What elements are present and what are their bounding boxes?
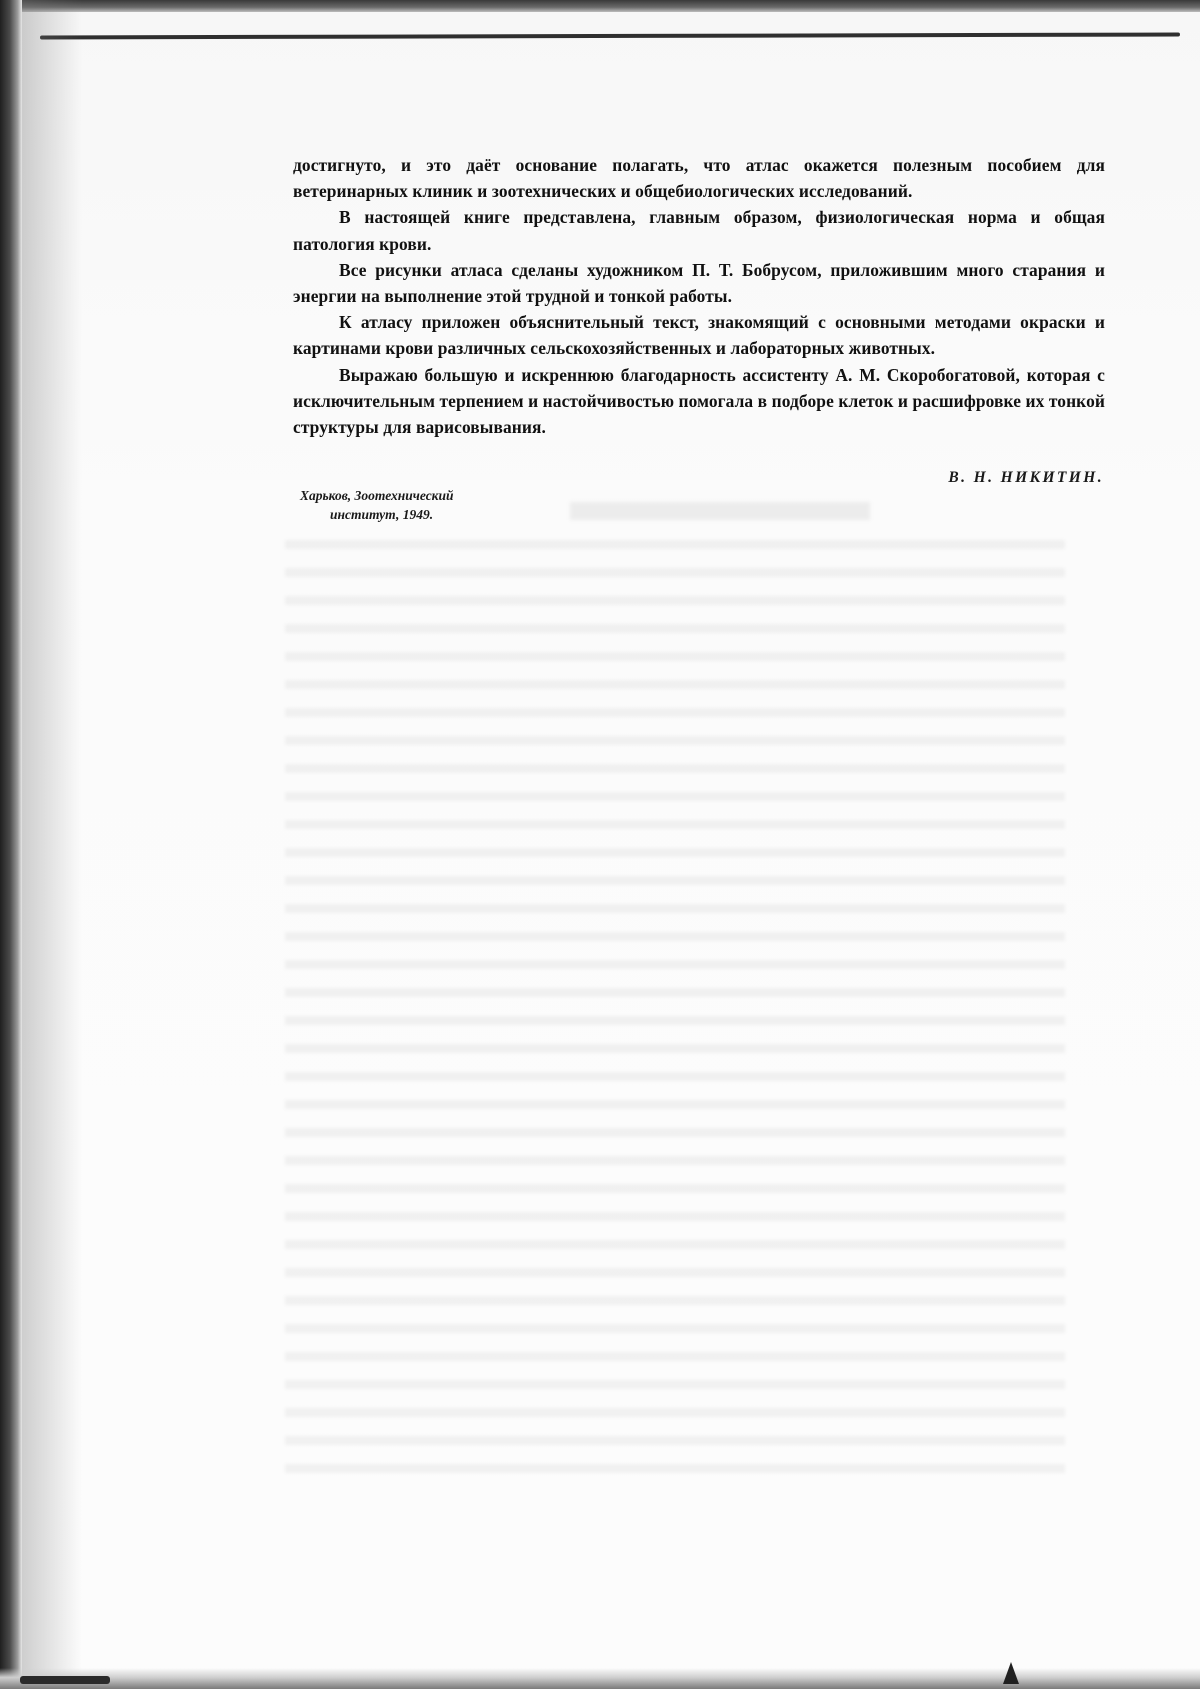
paragraph-4: К атласу приложен объяснительный текст, знакомящий с основными методами окраски и картинами крови различных сельскохозяйственных и лабораторных животных. [293, 312, 1105, 359]
body-text [293, 152, 1105, 440]
author-signature: В. Н. НИКИТИН. [948, 469, 1104, 486]
scan-top-edge [0, 0, 1200, 12]
scan-bottom-mark-left [20, 1676, 110, 1684]
paragraph-1: достигнуто, и это даёт основание полагать, что атлас окажется полезным пособием для ветеринарных клиник и зоотехнических и общебиологических исследований. [293, 155, 1105, 202]
place-date [300, 486, 454, 524]
scan-top-line [40, 33, 1180, 40]
place-line: Харьков, Зоотехнический [300, 488, 454, 503]
scan-left-edge [0, 0, 22, 1689]
paragraph-5: Выражаю большую и искреннюю благодарность ассистенту А. М. Скоробогатовой, которая с исключительным терпением и настойчивостью помогала в подборе клеток и расшифровке их тонкой структуры для варисовывания. [293, 364, 1105, 438]
scan-left-shadow [22, 0, 82, 1689]
bleed-through-text [285, 540, 1065, 1480]
paragraph-3: Все рисунки атласа сделаны художником П. Т. Бобрусом, приложившим много старания и энергии на выполнение этой трудной и тонкой работы. [293, 259, 1105, 307]
scan-bottom-edge [0, 1668, 1200, 1689]
bleed-through-title [570, 502, 870, 520]
institute-date-line: институт, 1949. [330, 507, 434, 522]
paragraph-2: В настоящей книге представлена, главным образом, физиологическая норма и общая патология крови. [293, 207, 1105, 254]
scan-bottom-mark-right [1003, 1662, 1019, 1684]
